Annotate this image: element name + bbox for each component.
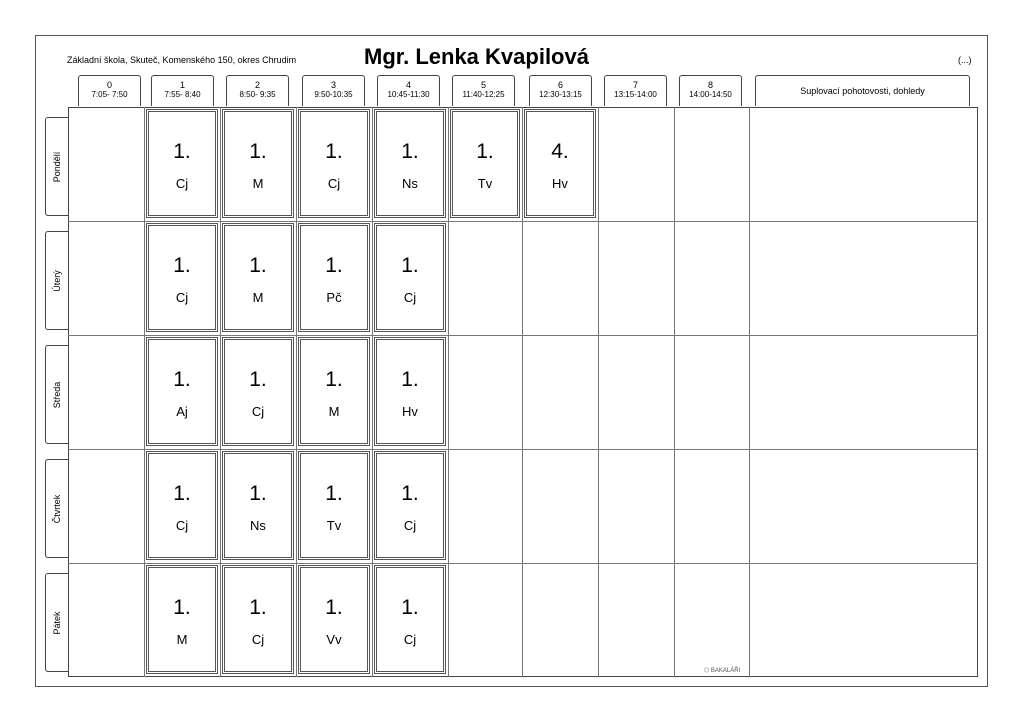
lesson-cell[interactable] <box>222 451 294 560</box>
period-tab-6 <box>529 75 592 106</box>
column-divider <box>522 107 523 677</box>
period-number: 2 <box>254 80 260 90</box>
logo-text: BAKALÁŘI <box>710 668 741 674</box>
period-number: 4 <box>405 80 411 90</box>
lesson-cell[interactable] <box>298 565 370 674</box>
period-number: 8 <box>707 80 713 90</box>
subject-label: Cj <box>403 290 417 305</box>
class-label: 4. <box>551 140 569 163</box>
lesson-cell[interactable] <box>222 109 294 218</box>
day-label: Úterý <box>52 269 62 292</box>
day-tab-2 <box>45 345 68 444</box>
lesson-cell[interactable] <box>146 451 218 560</box>
subject-label: Cj <box>175 176 189 191</box>
lesson-cell[interactable] <box>298 337 370 446</box>
subject-label: Tv <box>477 176 493 191</box>
lesson-cell[interactable] <box>146 109 218 218</box>
lesson-cell[interactable] <box>146 565 218 674</box>
subject-label: Cj <box>327 176 341 191</box>
lesson-cell[interactable] <box>146 223 218 332</box>
day-label: Čtvrtek <box>52 494 62 523</box>
column-divider <box>674 107 675 677</box>
period-tab-4 <box>377 75 440 106</box>
lesson-cell[interactable] <box>222 337 294 446</box>
period-number: 3 <box>330 80 336 90</box>
subject-label: M <box>252 290 264 305</box>
period-tab-8 <box>679 75 742 106</box>
subject-label: Vv <box>326 632 342 647</box>
subject-label: Ns <box>402 176 418 191</box>
lesson-cell[interactable] <box>374 109 446 218</box>
subject-label: Ns <box>250 518 266 533</box>
period-time: 9:50-10:35 <box>314 90 353 99</box>
class-label: 1. <box>173 140 191 163</box>
lesson-cell[interactable] <box>524 109 596 218</box>
lesson-cell[interactable] <box>146 337 218 446</box>
subject-label: Cj <box>175 290 189 305</box>
day-label: Pátek <box>52 610 62 635</box>
class-label: 1. <box>173 596 191 619</box>
class-label: 1. <box>173 368 191 391</box>
lesson-cell[interactable] <box>298 451 370 560</box>
class-label: 1. <box>401 596 419 619</box>
period-tab-3 <box>302 75 365 106</box>
lesson-cell[interactable] <box>374 223 446 332</box>
lesson-cell[interactable] <box>222 565 294 674</box>
period-number: 5 <box>480 80 486 90</box>
lesson-cell[interactable] <box>222 223 294 332</box>
subject-label: Pč <box>326 290 342 305</box>
subject-label: Hv <box>552 176 568 191</box>
period-number: 7 <box>632 80 638 90</box>
lesson-cell[interactable] <box>374 451 446 560</box>
subject-label: Aj <box>176 404 188 419</box>
class-label: 1. <box>401 140 419 163</box>
period-number: 0 <box>106 80 112 90</box>
class-label: 1. <box>401 482 419 505</box>
lesson-cell[interactable] <box>374 337 446 446</box>
period-time: 11:40-12:25 <box>462 90 505 99</box>
row-divider <box>68 335 978 336</box>
subject-label: Tv <box>326 518 342 533</box>
subject-label: Cj <box>251 404 265 419</box>
period-tab-0 <box>78 75 141 106</box>
lesson-cell[interactable] <box>298 109 370 218</box>
period-time: 13:15-14:00 <box>614 90 657 99</box>
lesson-cell[interactable] <box>298 223 370 332</box>
day-label: Středa <box>52 381 62 408</box>
class-label: 1. <box>401 254 419 277</box>
class-label: 1. <box>249 482 267 505</box>
period-number: 6 <box>557 80 563 90</box>
column-divider <box>448 107 449 677</box>
period-time: 12:30-13:15 <box>539 90 582 99</box>
row-divider <box>68 449 978 450</box>
subject-label: Cj <box>251 632 265 647</box>
subject-label: Cj <box>403 518 417 533</box>
column-divider <box>598 107 599 677</box>
period-time: 14:00-14:50 <box>689 90 732 99</box>
period-tab-5 <box>452 75 515 106</box>
column-divider <box>296 107 297 677</box>
teacher-name: Mgr. Lenka Kvapilová <box>364 44 589 69</box>
column-divider <box>144 107 145 677</box>
period-time: 7:55- 8:40 <box>164 90 201 99</box>
class-label: 1. <box>249 596 267 619</box>
subject-label: Hv <box>402 404 418 419</box>
subject-label: M <box>252 176 264 191</box>
lesson-cell[interactable] <box>374 565 446 674</box>
more-link[interactable]: (...) <box>958 55 972 65</box>
period-tab-1 <box>151 75 214 106</box>
day-tab-0 <box>45 117 68 216</box>
row-divider <box>68 563 978 564</box>
class-label: 1. <box>249 254 267 277</box>
class-label: 1. <box>325 368 343 391</box>
day-label: Pondělí <box>52 151 62 182</box>
column-divider <box>749 107 750 677</box>
column-divider <box>220 107 221 677</box>
class-label: 1. <box>325 596 343 619</box>
school-name: Základní škola, Skuteč, Komenského 150, okres Chrudim <box>67 55 297 65</box>
row-divider <box>68 221 978 222</box>
period-number: 1 <box>179 80 185 90</box>
column-divider <box>372 107 373 677</box>
day-tab-3 <box>45 459 68 558</box>
class-label: 1. <box>249 140 267 163</box>
period-tab-7 <box>604 75 667 106</box>
period-time: 7:05- 7:50 <box>91 90 128 99</box>
extra-column-header: Suplovací pohotovosti, dohledy <box>755 75 970 106</box>
subject-label: M <box>328 404 340 419</box>
subject-label: Cj <box>403 632 417 647</box>
class-label: 1. <box>173 482 191 505</box>
lesson-cell[interactable] <box>450 109 520 218</box>
class-label: 1. <box>325 140 343 163</box>
bakalari-logo: ⬡ BAKALÁŘI <box>704 668 741 674</box>
period-time: 10:45-11:30 <box>387 90 430 99</box>
class-label: 1. <box>325 482 343 505</box>
day-tab-4 <box>45 573 68 672</box>
class-label: 1. <box>249 368 267 391</box>
day-tab-1 <box>45 231 68 330</box>
class-label: 1. <box>401 368 419 391</box>
subject-label: M <box>176 632 188 647</box>
subject-label: Cj <box>175 518 189 533</box>
period-time: 8:50- 9:35 <box>239 90 276 99</box>
period-tab-2 <box>226 75 289 106</box>
class-label: 1. <box>325 254 343 277</box>
class-label: 1. <box>173 254 191 277</box>
class-label: 1. <box>476 140 494 163</box>
